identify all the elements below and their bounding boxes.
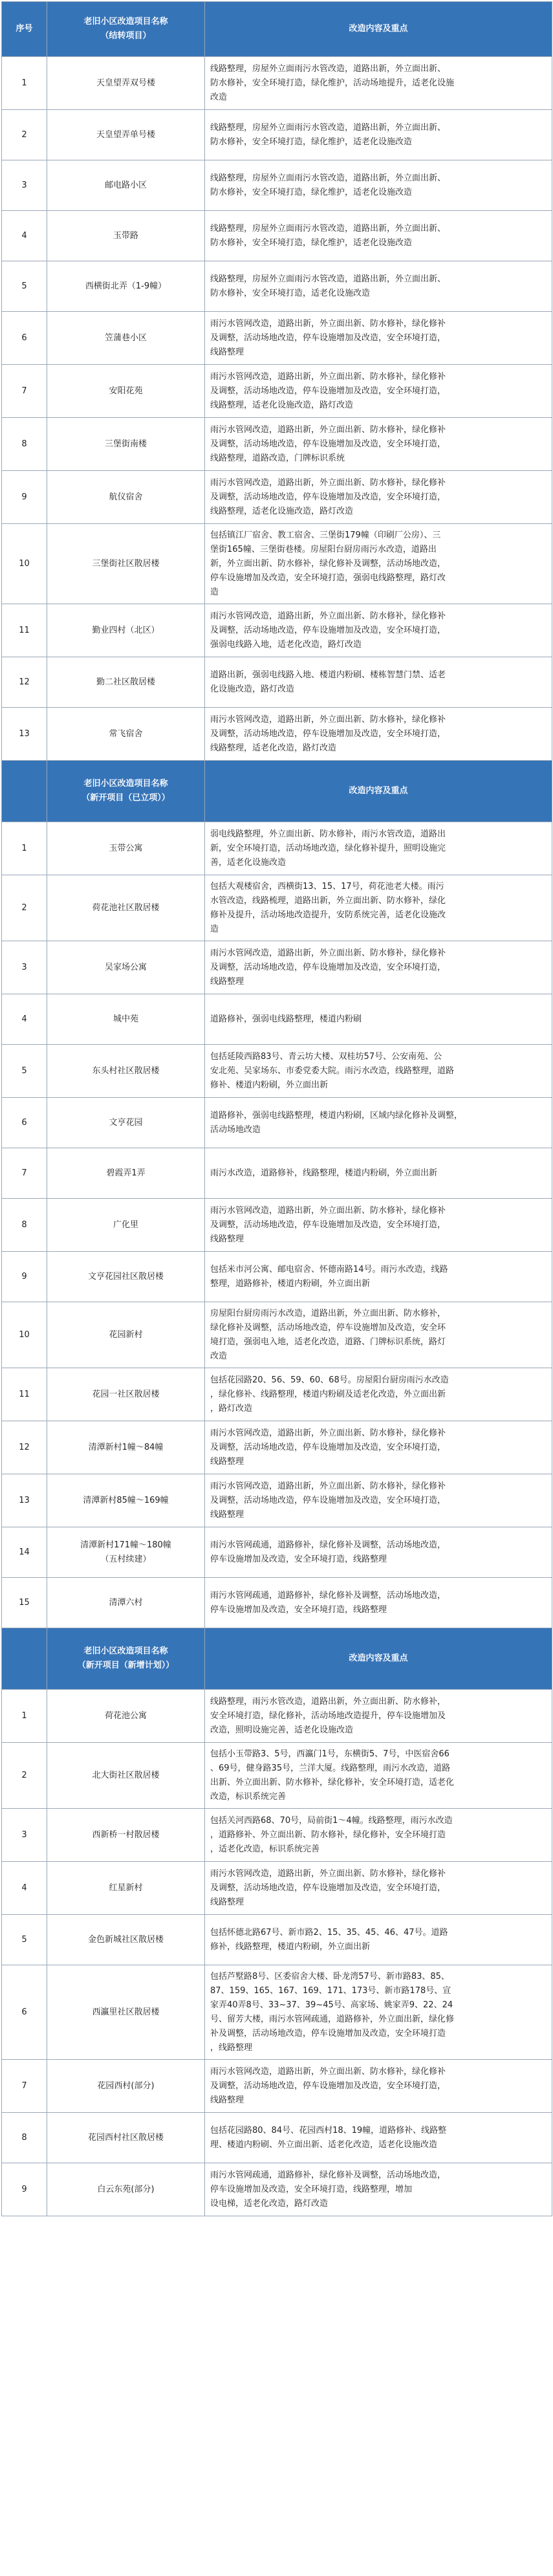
table-row bbox=[2, 1809, 552, 1862]
content-line: 改造 bbox=[210, 1351, 228, 1361]
content-line: 包括米市河公寓、邮电宿舍、怀德南路14号。雨污水改造，线路 bbox=[210, 1264, 448, 1274]
table-row bbox=[2, 1915, 552, 1965]
renovation-content bbox=[205, 1098, 552, 1148]
section-header-row bbox=[2, 2, 552, 57]
table-row bbox=[2, 708, 552, 761]
table-row bbox=[2, 160, 552, 211]
content-line: ，线路整理 bbox=[210, 2042, 253, 2053]
renovation-content bbox=[205, 2163, 552, 2216]
renovation-content bbox=[205, 2060, 552, 2113]
content-line: 新，外立面出新、防水修补，绿化修补及调整，活动场地改造， bbox=[210, 558, 446, 569]
content-line: 堡街165幢、三堡街巷楼。房屋阳台厨房雨污水改造，道路出 bbox=[210, 544, 437, 554]
content-line: 修补及提升，活动场地改造提升，安防系统完善，适老化设施改 bbox=[210, 910, 446, 920]
content-line: 包括小玉带路3、5号，西瀛门1号，东横街5、7号，中医宿舍66 bbox=[210, 1749, 450, 1759]
row-number: 4 bbox=[2, 994, 47, 1045]
content-line: 道路出新，强弱电线路入地、楼道内粉刷、楼栋智慧门禁、适老 bbox=[210, 670, 446, 680]
row-number: 1 bbox=[2, 822, 47, 875]
content-line: ，道路修补、外立面出新、防水修补，绿化修补，安全环境打造 bbox=[210, 1829, 446, 1840]
row-number: 1 bbox=[2, 57, 47, 110]
project-name: 城中苑 bbox=[47, 994, 205, 1045]
project-name: 金色新城社区散居楼 bbox=[47, 1915, 205, 1965]
row-number: 11 bbox=[2, 1368, 47, 1421]
project-name: 航仪宿舍 bbox=[47, 471, 205, 524]
renovation-content bbox=[205, 1965, 552, 2060]
project-name: 邮电路小区 bbox=[47, 160, 205, 211]
content-line: 线路整理 bbox=[210, 2095, 244, 2105]
row-number: 11 bbox=[2, 604, 47, 657]
content-line: 停车设施增加及改造，安全环境打造，线路整理 bbox=[210, 1604, 387, 1615]
content-line: 号、留芳大楼，雨污水管网疏通，道路修补，外立面出新，绿化修 bbox=[210, 2014, 455, 2024]
renovation-content bbox=[205, 875, 552, 941]
project-name: 三堡街南楼 bbox=[47, 418, 205, 471]
project-name: 广化里 bbox=[47, 1199, 205, 1252]
table-row bbox=[2, 211, 552, 261]
content-line: 雨污水改造，道路修补，线路整理，楼道内粉刷，外立面出新 bbox=[210, 1168, 438, 1178]
content-line: 强弱电线路入地，适老化改造，路灯改造 bbox=[210, 639, 362, 649]
header-content: 改造内容及重点 bbox=[205, 761, 552, 822]
row-number: 5 bbox=[2, 1915, 47, 1965]
row-number: 13 bbox=[2, 708, 47, 761]
row-number: 13 bbox=[2, 1474, 47, 1527]
section-header-row bbox=[2, 1628, 552, 1690]
project-name: 清潭新村171幢～180幢 （五村续建） bbox=[47, 1527, 205, 1578]
content-line: 停车设施增加及改造，安全环境打造，强弱电线路整理，路灯改 bbox=[210, 573, 446, 583]
content-line: 家弄40弄8号、33~37、39~45号、高家场、姚家弄9、22、24 bbox=[210, 2000, 453, 2010]
section-header-row bbox=[2, 761, 552, 822]
renovation-content bbox=[205, 708, 552, 761]
table-row bbox=[2, 418, 552, 471]
table-row bbox=[2, 261, 552, 312]
header-no bbox=[2, 1628, 47, 1690]
renovation-content bbox=[205, 1302, 552, 1368]
project-name: 碧霞弄1弄 bbox=[47, 1148, 205, 1199]
content-line: 及调整，活动场地改造，停车设施增加及改造，安全环境打造， bbox=[210, 962, 446, 972]
table-row bbox=[2, 2113, 552, 2163]
content-line: 包括镇江厂宿舍、教工宿舍、三堡街179幢（印刷厂公房）、三 bbox=[210, 530, 441, 540]
content-line: 改造，标识系统完善 bbox=[210, 1791, 287, 1802]
table-row bbox=[2, 941, 552, 994]
project-name: 荷花池公寓 bbox=[47, 1690, 205, 1743]
renovation-content bbox=[205, 1368, 552, 1421]
content-line: 防水修补，安全环境打造，绿化维护，活动场地提升，适老化设施 bbox=[210, 78, 455, 88]
table-row bbox=[2, 524, 552, 604]
table-row bbox=[2, 1368, 552, 1421]
table-row bbox=[2, 1148, 552, 1199]
content-line: 雨污水管网疏通，道路修补，绿化修补及调整，活动场地改造， bbox=[210, 2170, 446, 2180]
content-line: 雨污水管网改造，道路出新，外立面出新、防水修补，绿化修补 bbox=[210, 371, 446, 382]
content-line: 理、楼道内粉刷、外立面出新、适老化改造，适老化设施改造 bbox=[210, 2139, 438, 2150]
content-line: 雨污水管网改造，道路出新，外立面出新、防水修补，绿化修补 bbox=[210, 1868, 446, 1879]
content-line: 雨污水管网改造，道路出新，外立面出新、防水修补，绿化修补 bbox=[210, 477, 446, 488]
renovation-content bbox=[205, 941, 552, 994]
content-line: 停车设施增加及改造，安全环境打造，线路整理 bbox=[210, 1554, 387, 1564]
content-line: ，路灯改造 bbox=[210, 1403, 253, 1414]
content-line: 防水修补，安全环境打造，绿化维护，适老化设施改造 bbox=[210, 237, 413, 248]
content-line: 及调整，活动场地改造，停车设施增加及改造，安全环境打造， bbox=[210, 1495, 446, 1505]
table-row bbox=[2, 1199, 552, 1252]
renovation-content bbox=[205, 1578, 552, 1628]
content-line: 雨污水管网改造，道路出新，外立面出新、防水修补，绿化修补 bbox=[210, 611, 446, 621]
project-name: 文亨花园社区散居楼 bbox=[47, 1252, 205, 1302]
row-number: 12 bbox=[2, 657, 47, 708]
renovation-content bbox=[205, 1862, 552, 1915]
content-line: 线路整理，房屋外立面雨污水管改造，道路出新，外立面出新、 bbox=[210, 122, 446, 133]
content-line: 出新、外立面出新、防水修补，绿化修补，安全环境打造，适老化 bbox=[210, 1777, 455, 1787]
renovation-content bbox=[205, 365, 552, 418]
renovation-content bbox=[205, 657, 552, 708]
content-line: 雨污水管网改造，道路出新，外立面出新、防水修补，绿化修补 bbox=[210, 948, 446, 958]
content-line: 雨污水管网改造，道路出新，外立面出新、防水修补，绿化修补 bbox=[210, 1205, 446, 1216]
content-line: 修补，线路整理，楼道内粉刷，外立面出新 bbox=[210, 1941, 371, 1952]
renovation-content bbox=[205, 1809, 552, 1862]
content-line: 防水修补，安全环境打造，绿化维护，适老化设施改造 bbox=[210, 187, 413, 197]
header-project-name bbox=[47, 1628, 205, 1690]
table-body bbox=[2, 2, 552, 2216]
project-name: 笠蒲巷小区 bbox=[47, 312, 205, 365]
header-name-line: （新开项目（已立项）） bbox=[81, 793, 170, 803]
content-line: 新，安全环境打造，活动场地改造，绿化修补提升，照明设施完 bbox=[210, 843, 446, 853]
content-line: 线路整理 bbox=[210, 1897, 244, 1907]
header-no bbox=[2, 761, 47, 822]
row-number: 9 bbox=[2, 2163, 47, 2216]
content-line: 及调整，活动场地改造，停车设施增加及改造，安全环境打造， bbox=[210, 386, 446, 396]
project-name: 花园西村社区散居楼 bbox=[47, 2113, 205, 2163]
renovation-content bbox=[205, 1915, 552, 1965]
project-name: 花园西村(部分) bbox=[47, 2060, 205, 2113]
project-name: 天皇望弄单号楼 bbox=[47, 110, 205, 160]
content-line: 线路整理 bbox=[210, 1234, 244, 1244]
renovation-content bbox=[205, 1743, 552, 1809]
content-line: 线路整理，雨污水管改造，道路出新，外立面出新、防水修补， bbox=[210, 1696, 446, 1707]
project-name: 花园新村 bbox=[47, 1302, 205, 1368]
renovation-content bbox=[205, 1527, 552, 1578]
content-line: 雨污水管网改造，道路出新，外立面出新、防水修补，绿化修补 bbox=[210, 1481, 446, 1491]
content-line: 线路整理，房屋外立面雨污水管改造，道路出新，外立面出新、 bbox=[210, 63, 446, 74]
header-content: 改造内容及重点 bbox=[205, 2, 552, 57]
table-row bbox=[2, 471, 552, 524]
content-line: 线路整理，适老化设施改造，路灯改造 bbox=[210, 400, 354, 410]
content-line: 及调整，活动场地改造，停车设施增加及改造，安全环境打造， bbox=[210, 439, 446, 449]
content-line: 设电梯，适老化改造，路灯改造 bbox=[210, 2198, 329, 2209]
project-name: 白云东苑(部分) bbox=[47, 2163, 205, 2216]
renovation-content bbox=[205, 261, 552, 312]
renovation-content bbox=[205, 1199, 552, 1252]
table-row bbox=[2, 1252, 552, 1302]
content-line: 停车设施增加及改造，安全环境打造，线路整理，增加 bbox=[210, 2184, 413, 2194]
content-line: 化设施改造，路灯改造 bbox=[210, 684, 295, 694]
content-line: 及调整，活动场地改造，停车设施增加及改造，安全环境打造， bbox=[210, 492, 446, 502]
content-line: 水管改造，线路梳理，道路出新，外立面出新、防水修补，绿化 bbox=[210, 895, 446, 906]
content-line: 防水修补，安全环境打造，适老化设施改造 bbox=[210, 288, 371, 298]
header-name-line: 老旧小区改造项目名称 bbox=[83, 779, 168, 789]
header-name-line: （新开项目（新增计划）） bbox=[77, 1661, 175, 1670]
project-name: 玉带路 bbox=[47, 211, 205, 261]
project-name: 东头村社区散居楼 bbox=[47, 1045, 205, 1098]
content-line: 线路整理，道路改造，门牌标识系统 bbox=[210, 453, 345, 463]
table-row bbox=[2, 57, 552, 110]
renovation-content bbox=[205, 1252, 552, 1302]
content-line: 及调整，活动场地改造，停车设施增加及改造，安全环境打造， bbox=[210, 2080, 446, 2091]
row-number: 2 bbox=[2, 110, 47, 160]
table-row bbox=[2, 1862, 552, 1915]
project-name: 安阳花苑 bbox=[47, 365, 205, 418]
header-name-line: 老旧小区改造项目名称 bbox=[83, 17, 168, 27]
header-content: 改造内容及重点 bbox=[205, 1628, 552, 1690]
table-row bbox=[2, 1098, 552, 1148]
table-row bbox=[2, 822, 552, 875]
content-line: 造 bbox=[210, 587, 219, 597]
project-name: 清潭新村1幢～84幢 bbox=[47, 1421, 205, 1474]
content-line: 房屋阳台厨房雨污水改造，道路出新，外立面出新、防水修补， bbox=[210, 1308, 446, 1318]
renovation-content bbox=[205, 1045, 552, 1098]
table-row bbox=[2, 365, 552, 418]
content-line: 线路整理 bbox=[210, 347, 244, 357]
project-name: 玉带公寓 bbox=[47, 822, 205, 875]
content-line: 线路整理，房屋外立面雨污水管改造，道路出新，外立面出新、 bbox=[210, 173, 446, 183]
renovation-project-table bbox=[1, 1, 552, 2216]
project-name: 荷花池社区散居楼 bbox=[47, 875, 205, 941]
table-row bbox=[2, 1527, 552, 1578]
renovation-content bbox=[205, 994, 552, 1045]
content-line: 境打造，强弱电入地，适老化改造，道路、门牌标识系统，路灯 bbox=[210, 1337, 446, 1347]
row-number: 15 bbox=[2, 1578, 47, 1628]
content-line: 雨污水管网改造，道路出新，外立面出新、防水修补，绿化修补 bbox=[210, 318, 446, 329]
row-number: 2 bbox=[2, 1743, 47, 1809]
content-line: 安全环境打造，绿化修补，活动场地改造提升，停车设施增加及 bbox=[210, 1710, 446, 1721]
content-line: 包括花园路80、84号、花园西村18、19幢，道路修补、线路整 bbox=[210, 2125, 447, 2135]
table-row bbox=[2, 604, 552, 657]
content-line: 活动场地改造 bbox=[210, 1124, 261, 1135]
row-number: 10 bbox=[2, 524, 47, 604]
table-row bbox=[2, 1421, 552, 1474]
content-line: 及调整，活动场地改造，停车设施增加及改造，安全环境打造， bbox=[210, 1442, 446, 1452]
project-name: 吴家场公寓 bbox=[47, 941, 205, 994]
table-row bbox=[2, 110, 552, 160]
content-line: 包括关河西路68、70号，局前街1～4幢。线路整理，雨污水改造 bbox=[210, 1815, 453, 1826]
content-line: 及调整，活动场地改造，停车设施增加及改造，安全环境打造， bbox=[210, 1883, 446, 1893]
project-name: 西瀛里社区散居楼 bbox=[47, 1965, 205, 2060]
content-line: 及调整，活动场地改造，停车设施增加及改造，安全环境打造， bbox=[210, 728, 446, 739]
content-line: 雨污水管网改造，道路出新，外立面出新、防水修补，绿化修补 bbox=[210, 424, 446, 435]
content-line: 善，适老化设施改造 bbox=[210, 857, 287, 868]
header-project-name bbox=[47, 761, 205, 822]
row-number: 7 bbox=[2, 1148, 47, 1199]
content-line: 安北苑、吴家场东、市委党委大院。雨污水改造，线路整理，道路 bbox=[210, 1065, 455, 1076]
row-number: 5 bbox=[2, 1045, 47, 1098]
row-number: 4 bbox=[2, 1862, 47, 1915]
content-line: 包括花园路20、56、59、60、68号。房屋阳台厨房雨污水改造 bbox=[210, 1375, 449, 1385]
project-name: 西横街北弄（1-9幢） bbox=[47, 261, 205, 312]
project-name: 北大街社区散居楼 bbox=[47, 1743, 205, 1809]
table-row bbox=[2, 1045, 552, 1098]
content-line: 整理，道路修补，楼道内粉刷，外立面出新 bbox=[210, 1278, 371, 1289]
renovation-content bbox=[205, 1690, 552, 1743]
content-line: 绿化修补及调整，活动场地改造，停车设施增加及改造，安全环 bbox=[210, 1322, 446, 1333]
content-line: 包括延陵西路83号、青云坊大楼、双桂坊57号、公安南苑、公 bbox=[210, 1051, 442, 1062]
header-no: 序号 bbox=[2, 2, 47, 57]
content-line: 造 bbox=[210, 924, 219, 934]
row-number: 6 bbox=[2, 1965, 47, 2060]
project-name: 红星新村 bbox=[47, 1862, 205, 1915]
renovation-content bbox=[205, 2113, 552, 2163]
renovation-content bbox=[205, 57, 552, 110]
row-number: 8 bbox=[2, 418, 47, 471]
content-line: 雨污水管网改造，道路出新，外立面出新、防水修补，绿化修补 bbox=[210, 1428, 446, 1438]
row-number: 9 bbox=[2, 1252, 47, 1302]
table-row bbox=[2, 2060, 552, 2113]
content-line: 道路修补，强弱电线路整理，楼道内粉刷，区域内绿化修补及调整， bbox=[210, 1110, 463, 1120]
table-row bbox=[2, 312, 552, 365]
row-number: 2 bbox=[2, 875, 47, 941]
content-line: 改造，照明设施完善，适老化设施改造 bbox=[210, 1725, 354, 1735]
content-line: 线路整理 bbox=[210, 1509, 244, 1520]
content-line: 补及调整，活动场地改造，停车设施增加及改造，安全环境打造 bbox=[210, 2028, 446, 2038]
content-line: 雨污水管网疏通，道路修补，绿化修补及调整，活动场地改造， bbox=[210, 1590, 446, 1600]
project-name: 常飞宿舍 bbox=[47, 708, 205, 761]
content-line: 包括怀德北路67号、新市路2、15、35、45、46、47号。道路 bbox=[210, 1927, 448, 1937]
renovation-content bbox=[205, 1421, 552, 1474]
header-project-name bbox=[47, 2, 205, 57]
renovation-content bbox=[205, 822, 552, 875]
project-name: 西新桥一村散居楼 bbox=[47, 1809, 205, 1862]
row-number: 8 bbox=[2, 1199, 47, 1252]
renovation-content bbox=[205, 211, 552, 261]
content-line: ，适老化改造，标识系统完善 bbox=[210, 1844, 320, 1854]
content-line: 道路修补，强弱电线路整理，楼道内粉刷 bbox=[210, 1014, 362, 1024]
content-line: 线路整理，房屋外立面雨污水管改造，道路出新，外立面出新、 bbox=[210, 274, 446, 284]
table-row bbox=[2, 1578, 552, 1628]
table-row bbox=[2, 1690, 552, 1743]
project-name: 文亨花园 bbox=[47, 1098, 205, 1148]
content-line: 线路整理 bbox=[210, 1456, 244, 1467]
row-number: 6 bbox=[2, 1098, 47, 1148]
project-name: 花园一社区散居楼 bbox=[47, 1368, 205, 1421]
content-line: 包括大观楼宿舍，西横街13、15、17号，荷花池老大楼。雨污 bbox=[210, 881, 444, 891]
content-line: 防水修补，安全环境打造，绿化维护，适老化设施改造 bbox=[210, 136, 413, 147]
content-line: 线路整理，适老化设施改造，路灯改造 bbox=[210, 506, 354, 516]
content-line: 线路整理，适老化改造，路灯改造 bbox=[210, 743, 337, 753]
table-row bbox=[2, 875, 552, 941]
renovation-content bbox=[205, 524, 552, 604]
table-row bbox=[2, 994, 552, 1045]
row-number: 3 bbox=[2, 160, 47, 211]
project-name: 三堡街社区散居楼 bbox=[47, 524, 205, 604]
content-line: 改造 bbox=[210, 92, 228, 102]
content-line: 弱电线路整理，外立面出新、防水修补，雨污水管改造，道路出 bbox=[210, 829, 446, 839]
content-line: 及调整，活动场地改造，停车设施增加及改造，安全环境打造， bbox=[210, 1219, 446, 1230]
table-row bbox=[2, 657, 552, 708]
row-number: 7 bbox=[2, 365, 47, 418]
content-line: 87、159、165、167、169、171、173号、新市路178号、宣 bbox=[210, 1985, 451, 1996]
content-line: 包括芦墅路8号、区委宿舍大楼、卧龙湾57号、新市路83、85、 bbox=[210, 1971, 450, 1981]
row-number: 4 bbox=[2, 211, 47, 261]
renovation-content bbox=[205, 1148, 552, 1199]
content-line: ，绿化修补、线路整理，楼道内粉刷及适老化改造，外立面出新 bbox=[210, 1389, 446, 1399]
row-number: 12 bbox=[2, 1421, 47, 1474]
content-line: 雨污水管网改造，道路出新，外立面出新、防水修补，绿化修补 bbox=[210, 2066, 446, 2077]
renovation-content bbox=[205, 604, 552, 657]
row-number: 14 bbox=[2, 1527, 47, 1578]
row-number: 10 bbox=[2, 1302, 47, 1368]
table-row bbox=[2, 1965, 552, 2060]
content-line: 雨污水管网改造，道路出新，外立面出新、防水修补，绿化修补 bbox=[210, 714, 446, 725]
header-name-line: 老旧小区改造项目名称 bbox=[83, 1646, 168, 1656]
row-number: 8 bbox=[2, 2113, 47, 2163]
row-number: 3 bbox=[2, 941, 47, 994]
table-row bbox=[2, 2163, 552, 2216]
renovation-content bbox=[205, 471, 552, 524]
renovation-content bbox=[205, 1474, 552, 1527]
content-line: 、69号，健身路35号，兰洋大厦。线路整理，雨污水改造，道路 bbox=[210, 1763, 451, 1773]
row-number: 7 bbox=[2, 2060, 47, 2113]
content-line: 线路整理 bbox=[210, 976, 244, 987]
project-name: 勤二社区散居楼 bbox=[47, 657, 205, 708]
table-row bbox=[2, 1474, 552, 1527]
content-line: 修补、楼道内粉刷，外立面出新 bbox=[210, 1080, 329, 1090]
project-name: 清潭六村 bbox=[47, 1578, 205, 1628]
content-line: 及调整，活动场地改造，停车设施增加及改造，安全环境打造， bbox=[210, 333, 446, 343]
row-number: 1 bbox=[2, 1690, 47, 1743]
renovation-content bbox=[205, 160, 552, 211]
renovation-content bbox=[205, 418, 552, 471]
project-name: 清潭新村85幢～169幢 bbox=[47, 1474, 205, 1527]
row-number: 5 bbox=[2, 261, 47, 312]
row-number: 3 bbox=[2, 1809, 47, 1862]
renovation-content bbox=[205, 312, 552, 365]
content-line: 线路整理，房屋外立面雨污水管改造，道路出新，外立面出新、 bbox=[210, 223, 446, 234]
row-number: 6 bbox=[2, 312, 47, 365]
content-line: 雨污水管网疏通，道路修补，绿化修补及调整，活动场地改造， bbox=[210, 1540, 446, 1550]
table-row bbox=[2, 1743, 552, 1809]
table-row bbox=[2, 1302, 552, 1368]
content-line: 及调整，活动场地改造，停车设施增加及改造，安全环境打造， bbox=[210, 625, 446, 635]
renovation-content bbox=[205, 110, 552, 160]
project-name: 天皇望弄双号楼 bbox=[47, 57, 205, 110]
row-number: 9 bbox=[2, 471, 47, 524]
header-name-line: （结转项目） bbox=[100, 31, 151, 41]
project-name: 勤业四村（北区） bbox=[47, 604, 205, 657]
